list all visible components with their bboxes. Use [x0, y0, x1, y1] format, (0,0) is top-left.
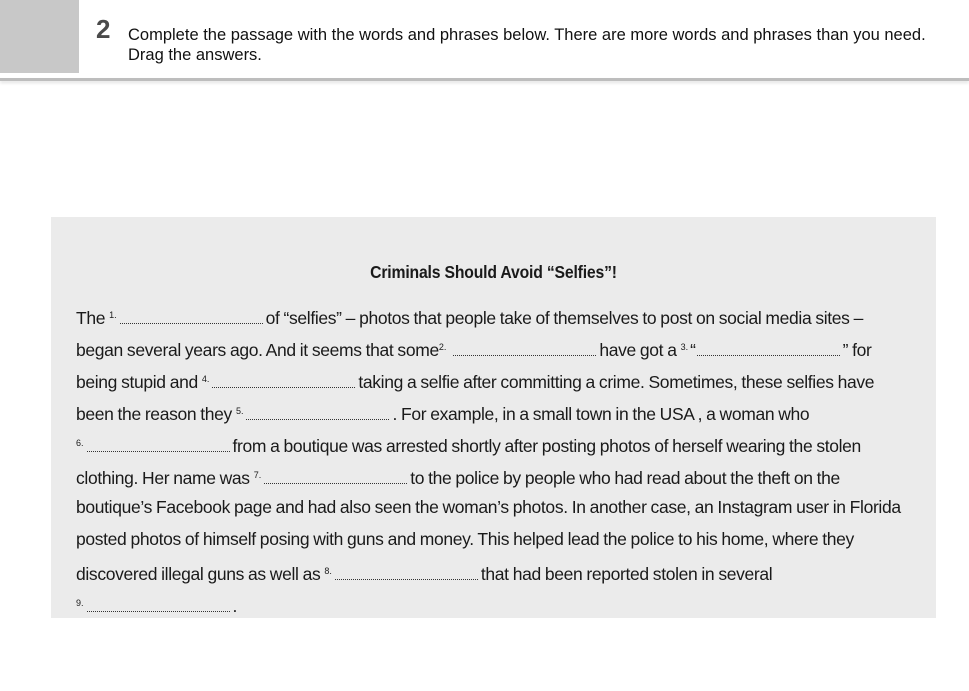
- passage-segment: began several years ago. And it seems that some: [76, 340, 439, 360]
- drop-gap-7[interactable]: [264, 469, 407, 484]
- passage-segment: taking a selfie after committing a crime. Sometimes, these selfies have: [358, 372, 875, 392]
- header-tab: [0, 0, 79, 73]
- passage-segment: been the reason they: [76, 404, 232, 424]
- passage-segment: from a boutique was arrested shortly after posting photos of herself wearing the stolen: [232, 436, 861, 456]
- passage-line: [76, 299, 926, 331]
- gap-number: 6.: [76, 438, 84, 448]
- drop-gap-1[interactable]: [120, 309, 263, 324]
- drop-gap-6[interactable]: [87, 437, 230, 452]
- gap-number: 8.: [324, 566, 332, 576]
- passage-line: [76, 363, 926, 395]
- passage-segment: “: [690, 340, 696, 360]
- passage-line: [76, 587, 926, 619]
- header-divider: [0, 78, 969, 81]
- gap-number: 3.: [680, 342, 689, 352]
- passage-segment: that had been reported stolen in several: [480, 564, 773, 584]
- passage-text: [76, 299, 926, 619]
- gap-number: 4.: [201, 374, 210, 384]
- passage-segment: boutique’s Facebook page and had also seen the woman’s photos. In another case, an Instagram user in Florida: [76, 497, 901, 517]
- gap-number: 5.: [235, 406, 244, 416]
- drop-gap-4[interactable]: [212, 373, 355, 388]
- passage-line: [76, 459, 926, 491]
- passage-line: [76, 523, 926, 555]
- exercise-instructions: Complete the passage with the words and phrases below. There are more words and phrases than you need. Drag the answers.: [128, 26, 926, 64]
- passage-segment: clothing. Her name was: [76, 468, 250, 488]
- gap-number: 7.: [253, 470, 262, 480]
- passage-segment: to the police by people who had read about the theft on the: [410, 468, 840, 488]
- passage-line: [76, 427, 926, 459]
- gap-number: 2.: [438, 342, 447, 352]
- passage-line: [76, 331, 926, 363]
- passage-segment: discovered illegal guns as well as: [76, 564, 321, 584]
- passage-segment: . For example, in a small town in the USA , a woman who: [392, 404, 810, 424]
- passage-title: Criminals Should Avoid “Selfies”!: [370, 262, 617, 282]
- drop-gap-5[interactable]: [246, 405, 389, 420]
- gap-number: 9.: [76, 598, 84, 608]
- passage-box: [51, 217, 936, 618]
- drop-gap-2[interactable]: [453, 341, 596, 356]
- passage-line: [76, 491, 926, 523]
- exercise-number: 2: [96, 14, 111, 44]
- exercise-header: [0, 0, 969, 80]
- passage-segment: The: [76, 308, 106, 328]
- passage-segment: being stupid and: [76, 372, 198, 392]
- passage-line: [76, 395, 926, 427]
- passage-segment: have got a: [599, 340, 677, 360]
- passage-segment: ” for: [842, 340, 872, 360]
- passage-line: [76, 555, 926, 587]
- passage-segment: of “selfies” – photos that people take of themselves to post on social media sites –: [265, 308, 863, 328]
- drop-gap-3[interactable]: [697, 341, 840, 356]
- passage-segment: posted photos of himself posing with guns and money. This helped lead the police to his home, where they: [76, 529, 854, 549]
- gap-number: 1.: [109, 310, 117, 320]
- passage-segment: .: [232, 596, 238, 616]
- drop-gap-9[interactable]: [87, 597, 230, 612]
- drop-gap-8[interactable]: [335, 565, 478, 580]
